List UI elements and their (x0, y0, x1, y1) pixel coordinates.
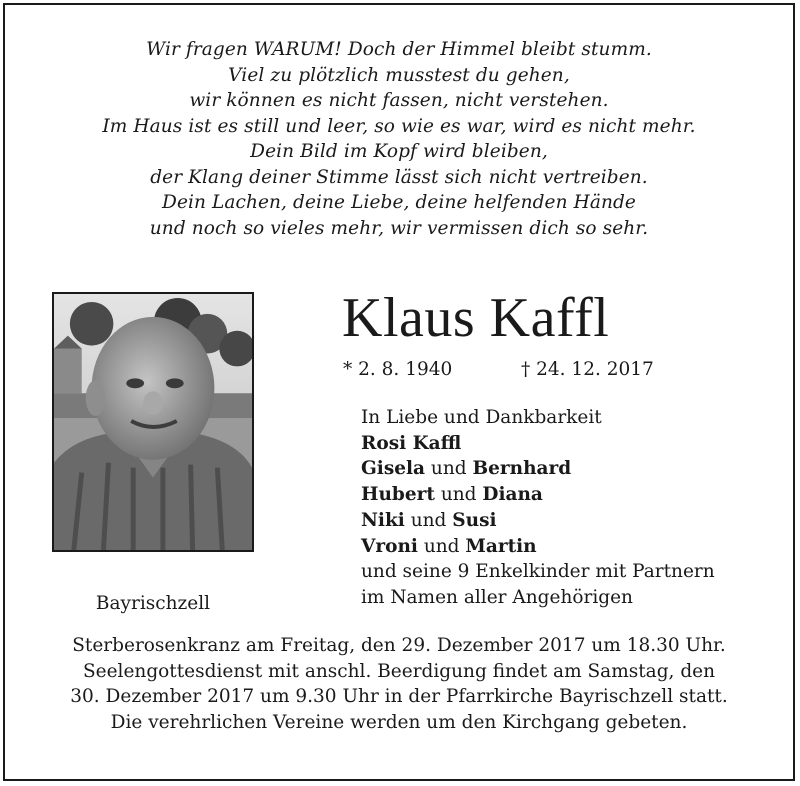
mourner-name: Bernhard (472, 458, 572, 480)
poem-line: Dein Lachen, deine Liebe, deine helfenden Hände (162, 192, 636, 213)
photo-caption: Bayrischzell (95, 593, 211, 614)
poem-line: Wir fragen WARUM! Doch der Himmel bleibt stumm. (146, 39, 652, 60)
memorial-poem (5, 37, 793, 241)
closing-line: im Namen aller Angehörigen (361, 586, 633, 608)
mourner-name: Hubert (361, 484, 435, 506)
portrait-photo (52, 292, 254, 552)
mourner-name: Martin (465, 535, 537, 557)
conjunction-text: und (430, 458, 467, 480)
deceased-name: Klaus Kaffl (342, 287, 610, 349)
mourner-name: Vroni (361, 535, 418, 557)
mourner-name: Rosi Kaffl (361, 432, 462, 454)
poem-line: wir können es nicht fassen, nicht verstehen. (189, 90, 609, 111)
mourner-name: Gisela (361, 458, 426, 480)
poem-line: Viel zu plötzlich musstest du gehen, (228, 64, 570, 86)
portrait-image (54, 294, 252, 550)
grandchildren-line: und seine 9 Enkelkinder mit Partnern (361, 561, 715, 583)
conjunction-text: und (423, 535, 460, 557)
mourner-line (361, 534, 715, 560)
mourners-intro: In Liebe und Dankbarkeit (361, 407, 602, 428)
mourners-list (361, 405, 715, 611)
conjunction-text: und (410, 509, 447, 531)
mourner-name: Niki (361, 509, 405, 531)
service-line: Sterberosenkranz am Freitag, den 29. Dezember 2017 um 18.30 Uhr. (72, 635, 726, 656)
mourner-name: Diana (482, 484, 543, 506)
service-line: 30. Dezember 2017 um 9.30 Uhr in der Pfarrkirche Bayrischzell statt. (70, 686, 728, 707)
poem-line: Im Haus ist es still und leer, so wie es war, wird es nicht mehr. (102, 115, 696, 137)
service-line: Die verehrlichen Vereine werden um den Kirchgang gebeten. (110, 711, 688, 733)
mourner-name: Susi (452, 509, 497, 531)
poem-line: der Klang deiner Stimme lässt sich nicht vertreiben. (150, 166, 648, 188)
conjunction-text: und (440, 484, 477, 506)
poem-line: und noch so vieles mehr, wir vermissen dich so sehr. (149, 217, 649, 239)
death-date: † 24. 12. 2017 (521, 359, 654, 380)
obituary-notice (3, 3, 795, 781)
mourner-line (361, 456, 715, 482)
service-information (5, 633, 793, 735)
service-line: Seelengottesdienst mit anschl. Beerdigung findet am Samstag, den (82, 660, 716, 682)
poem-line: Dein Bild im Kopf wird bleiben, (250, 141, 548, 162)
mourner-line (361, 431, 715, 457)
life-dates (343, 357, 654, 383)
mourner-line (361, 508, 715, 534)
birth-date: * 2. 8. 1940 (343, 359, 453, 380)
mourner-line (361, 482, 715, 508)
